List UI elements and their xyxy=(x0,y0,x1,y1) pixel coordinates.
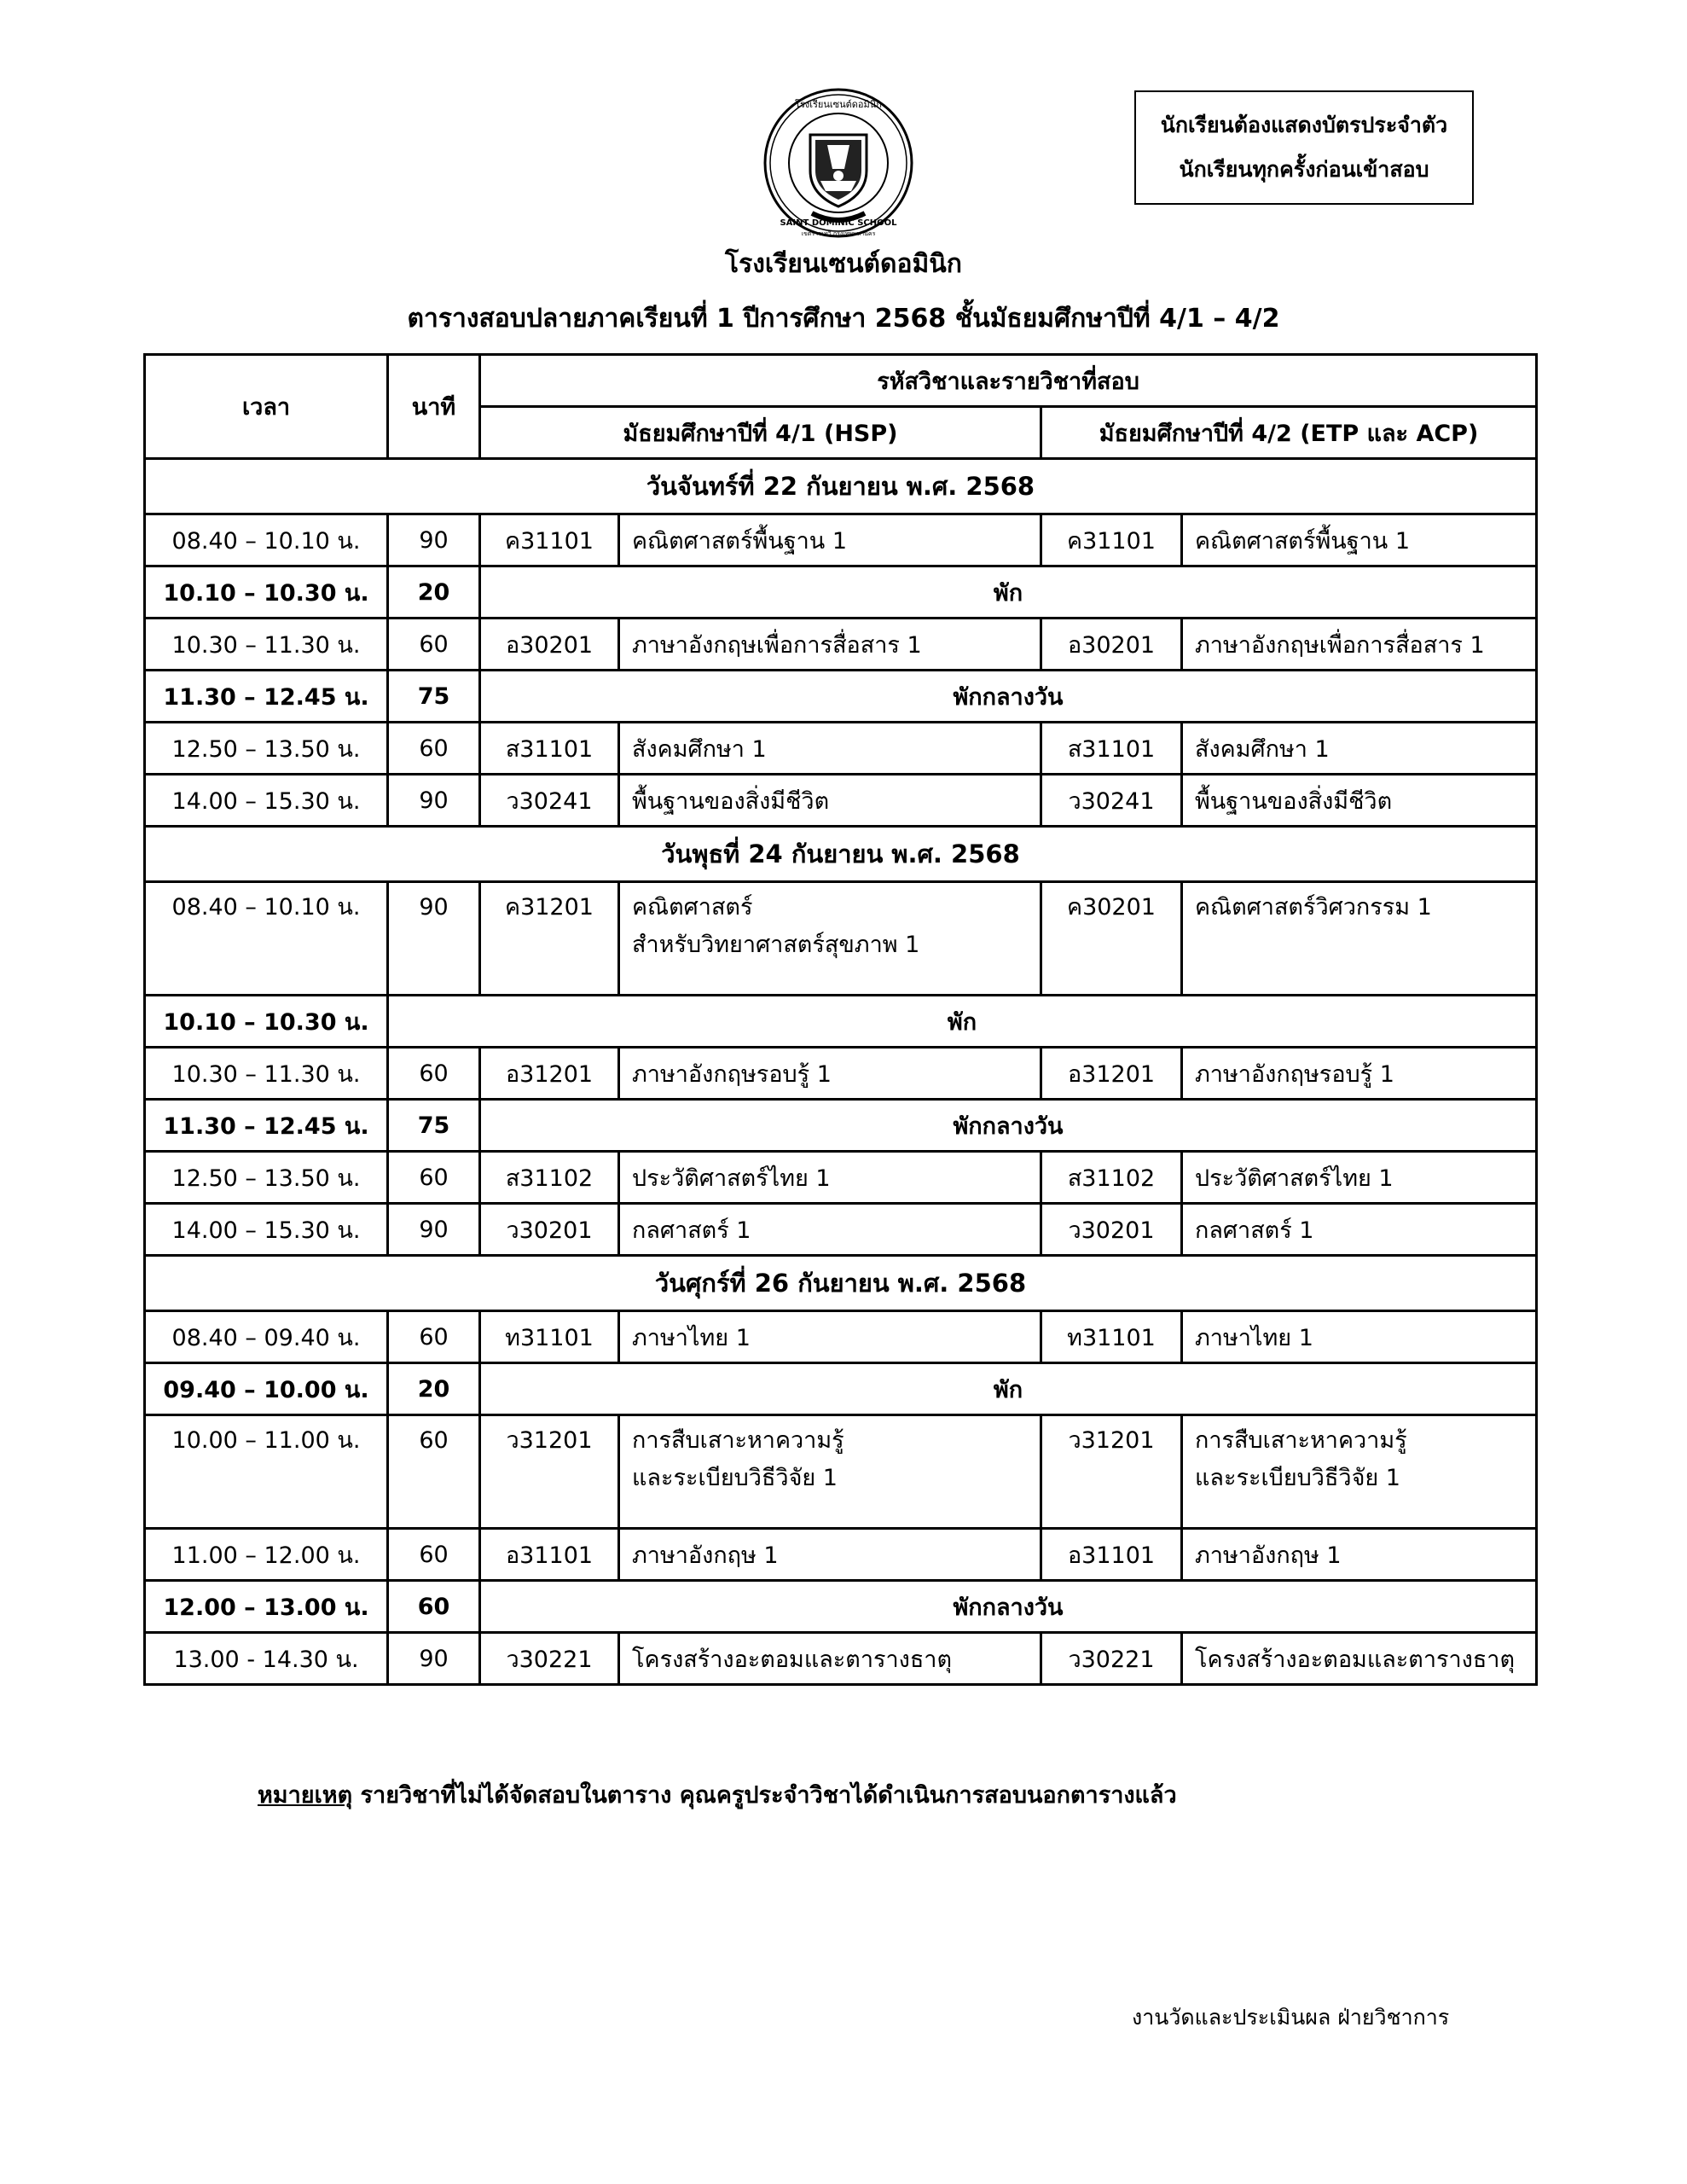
subject-cell: ภาษาอังกฤษเพื่อการสื่อสาร 1 xyxy=(1182,619,1537,671)
minutes-cell: 90 xyxy=(388,775,480,827)
code-cell: ว31201 xyxy=(1041,1415,1182,1529)
exam-title: ตารางสอบปลายภาคเรียนที่ 1 ปีการศึกษา 2568 ชั้นมัธยมศึกษาปีที่ 4/1 – 4/2 xyxy=(407,304,1280,334)
subject-cell: ประวัติศาสตร์ไทย 1 xyxy=(619,1152,1041,1204)
subject-cell: สังคมศึกษา 1 xyxy=(1182,723,1537,775)
code-cell: อ30201 xyxy=(1041,619,1182,671)
table-row xyxy=(145,723,1537,775)
time-cell: 10.10 – 10.30 น. xyxy=(145,566,388,619)
day-header: วันจันทร์ที่ 22 กันยายน พ.ศ. 2568 xyxy=(145,459,1537,514)
subject-line: การสืบเสาะหาความรู้ xyxy=(632,1427,844,1454)
code-cell: ค31101 xyxy=(480,514,619,566)
break-row xyxy=(145,671,1537,723)
time-cell: 12.50 – 13.50 น. xyxy=(145,1152,388,1204)
time-cell: 09.40 – 10.00 น. xyxy=(145,1363,388,1415)
subject-cell: คณิตศาสตร์พื้นฐาน 1 xyxy=(1182,514,1537,566)
subject-cell xyxy=(619,882,1041,996)
notice-line-2: นักเรียนทุกครั้งก่อนเข้าสอบ xyxy=(1179,157,1429,182)
code-cell: ค31201 xyxy=(480,882,619,996)
notice-line-1: นักเรียนต้องแสดงบัตรประจำตัว xyxy=(1160,113,1448,137)
minutes-cell: 20 xyxy=(388,1363,480,1415)
subject-cell: คณิตศาสตร์พื้นฐาน 1 xyxy=(619,514,1041,566)
header-time: เวลา xyxy=(145,355,388,459)
table-row xyxy=(145,775,1537,827)
id-card-notice xyxy=(1134,90,1474,205)
time-cell: 08.40 – 10.10 น. xyxy=(145,514,388,566)
time-cell: 12.00 – 13.00 น. xyxy=(145,1581,388,1633)
break-row xyxy=(145,566,1537,619)
time-cell: 08.40 – 09.40 น. xyxy=(145,1311,388,1363)
header-group-1: มัธยมศึกษาปีที่ 4/1 (HSP) xyxy=(480,407,1041,459)
header-group-2: มัธยมศึกษาปีที่ 4/2 (ETP และ ACP) xyxy=(1041,407,1537,459)
subject-cell: ภาษาไทย 1 xyxy=(619,1311,1041,1363)
minutes-cell: 60 xyxy=(388,619,480,671)
break-row xyxy=(145,1363,1537,1415)
remark xyxy=(258,1776,1177,1813)
subject-cell: ภาษาอังกฤษ 1 xyxy=(1182,1529,1537,1581)
subject-cell: โครงสร้างอะตอมและตารางธาตุ xyxy=(619,1633,1041,1685)
header-minutes: นาที xyxy=(388,355,480,459)
table-row xyxy=(145,1311,1537,1363)
time-cell: 10.10 – 10.30 น. xyxy=(145,996,388,1048)
time-cell: 11.30 – 12.45 น. xyxy=(145,671,388,723)
break-row xyxy=(145,1100,1537,1152)
time-cell: 11.30 – 12.45 น. xyxy=(145,1100,388,1152)
subject-line: และระเบียบวิธีวิจัย 1 xyxy=(1195,1465,1400,1491)
minutes-cell: 90 xyxy=(388,882,480,996)
footer-department: งานวัดและประเมินผล ฝ่ายวิชาการ xyxy=(1132,2005,1450,2030)
subject-cell: พื้นฐานของสิ่งมีชีวิต xyxy=(619,775,1041,827)
time-cell: 10.00 – 11.00 น. xyxy=(145,1415,388,1529)
code-cell: ว30241 xyxy=(480,775,619,827)
minutes-cell: 75 xyxy=(388,671,480,723)
code-cell: อ31101 xyxy=(1041,1529,1182,1581)
code-cell: ส31101 xyxy=(1041,723,1182,775)
subject-cell: กลศาสตร์ 1 xyxy=(619,1204,1041,1256)
subject-line: คณิตศาสตร์ xyxy=(632,894,753,921)
minutes-cell: 90 xyxy=(388,514,480,566)
time-cell: 14.00 – 15.30 น. xyxy=(145,775,388,827)
subject-cell: กลศาสตร์ 1 xyxy=(1182,1204,1537,1256)
code-cell: ท31101 xyxy=(1041,1311,1182,1363)
subject-cell: สังคมศึกษา 1 xyxy=(619,723,1041,775)
minutes-cell: 60 xyxy=(388,723,480,775)
minutes-cell: 75 xyxy=(388,1100,480,1152)
code-cell: ส31101 xyxy=(480,723,619,775)
table-row xyxy=(145,1048,1537,1100)
code-cell: ว30241 xyxy=(1041,775,1182,827)
time-cell: 10.30 – 11.30 น. xyxy=(145,619,388,671)
code-cell: ค30201 xyxy=(1041,882,1182,996)
minutes-cell: 90 xyxy=(388,1204,480,1256)
break-row xyxy=(145,1581,1537,1633)
subject-cell: ภาษาไทย 1 xyxy=(1182,1311,1537,1363)
subject-line: การสืบเสาะหาความรู้ xyxy=(1195,1427,1407,1454)
subject-cell: ภาษาอังกฤษรอบรู้ 1 xyxy=(619,1048,1041,1100)
header-subjects: รหัสวิชาและรายวิชาที่สอบ xyxy=(480,355,1537,407)
time-cell: 11.00 – 12.00 น. xyxy=(145,1529,388,1581)
day-header: วันพุธที่ 24 กันยายน พ.ศ. 2568 xyxy=(145,827,1537,882)
break-cell: พักกลางวัน xyxy=(480,1581,1537,1633)
break-cell: พักกลางวัน xyxy=(480,1100,1537,1152)
table-row xyxy=(145,514,1537,566)
subject-cell: ภาษาอังกฤษเพื่อการสื่อสาร 1 xyxy=(619,619,1041,671)
logo-ring-bottom: SAINT DOMINIC SCHOOL xyxy=(780,218,897,228)
code-cell: อ30201 xyxy=(480,619,619,671)
code-cell: ส31102 xyxy=(480,1152,619,1204)
code-cell: ว31201 xyxy=(480,1415,619,1529)
logo-ring-top: โรงเรียนเซนต์ดอมินิก xyxy=(795,99,882,110)
subject-cell: โครงสร้างอะตอมและตารางธาตุ xyxy=(1182,1633,1537,1685)
table-row xyxy=(145,1529,1537,1581)
subject-cell xyxy=(1182,1415,1537,1529)
subject-cell: ภาษาอังกฤษรอบรู้ 1 xyxy=(1182,1048,1537,1100)
time-cell: 14.00 – 15.30 น. xyxy=(145,1204,388,1256)
break-cell: พัก xyxy=(480,1363,1537,1415)
minutes-cell: 60 xyxy=(388,1311,480,1363)
table-row xyxy=(145,619,1537,671)
code-cell: ว30221 xyxy=(480,1633,619,1685)
table-row xyxy=(145,882,1537,996)
code-cell: อ31201 xyxy=(480,1048,619,1100)
minutes-cell: 60 xyxy=(388,1152,480,1204)
table-row xyxy=(145,1204,1537,1256)
subject-line: คณิตศาสตร์วิศวกรรม 1 xyxy=(1195,894,1432,921)
code-cell: ว30201 xyxy=(480,1204,619,1256)
minutes-cell: 60 xyxy=(388,1048,480,1100)
remark-label: หมายเหตุ xyxy=(258,1782,353,1809)
school-name: โรงเรียนเซนต์ดอมินิก xyxy=(725,249,962,279)
break-cell: พักกลางวัน xyxy=(480,671,1537,723)
time-cell: 08.40 – 10.10 น. xyxy=(145,882,388,996)
subject-line: และระเบียบวิธีวิจัย 1 xyxy=(632,1465,838,1491)
code-cell: ว30221 xyxy=(1041,1633,1182,1685)
subject-cell xyxy=(619,1415,1041,1529)
break-cell: พัก xyxy=(388,996,1537,1048)
time-cell: 13.00 - 14.30 น. xyxy=(145,1633,388,1685)
time-cell: 10.30 – 11.30 น. xyxy=(145,1048,388,1100)
code-cell: ค31101 xyxy=(1041,514,1182,566)
table-row xyxy=(145,1633,1537,1685)
subject-line: สำหรับวิทยาศาสตร์สุขภาพ 1 xyxy=(632,932,920,958)
day-header: วันศุกร์ที่ 26 กันยายน พ.ศ. 2568 xyxy=(145,1256,1537,1311)
subject-cell: ภาษาอังกฤษ 1 xyxy=(619,1529,1041,1581)
exam-schedule-table xyxy=(143,353,1538,1686)
school-logo xyxy=(761,85,916,241)
time-cell: 12.50 – 13.50 น. xyxy=(145,723,388,775)
minutes-cell: 20 xyxy=(388,566,480,619)
code-cell: ท31101 xyxy=(480,1311,619,1363)
code-cell: อ31201 xyxy=(1041,1048,1182,1100)
code-cell: ส31102 xyxy=(1041,1152,1182,1204)
logo-ring-small: เขตราชเทวี กรุงเทพมหานคร xyxy=(801,230,876,237)
minutes-cell: 60 xyxy=(388,1581,480,1633)
subject-cell: พื้นฐานของสิ่งมีชีวิต xyxy=(1182,775,1537,827)
subject-cell: ประวัติศาสตร์ไทย 1 xyxy=(1182,1152,1537,1204)
break-row xyxy=(145,996,1537,1048)
minutes-cell: 90 xyxy=(388,1633,480,1685)
code-cell: อ31101 xyxy=(480,1529,619,1581)
break-cell: พัก xyxy=(480,566,1537,619)
subject-cell xyxy=(1182,882,1537,996)
remark-text: รายวิชาที่ไม่ได้จัดสอบในตาราง คุณครูประจำวิชาได้ดำเนินการสอบนอกตารางแล้ว xyxy=(352,1782,1177,1809)
minutes-cell: 60 xyxy=(388,1529,480,1581)
table-row xyxy=(145,1152,1537,1204)
minutes-cell: 60 xyxy=(388,1415,480,1529)
code-cell: ว30201 xyxy=(1041,1204,1182,1256)
table-row xyxy=(145,1415,1537,1529)
